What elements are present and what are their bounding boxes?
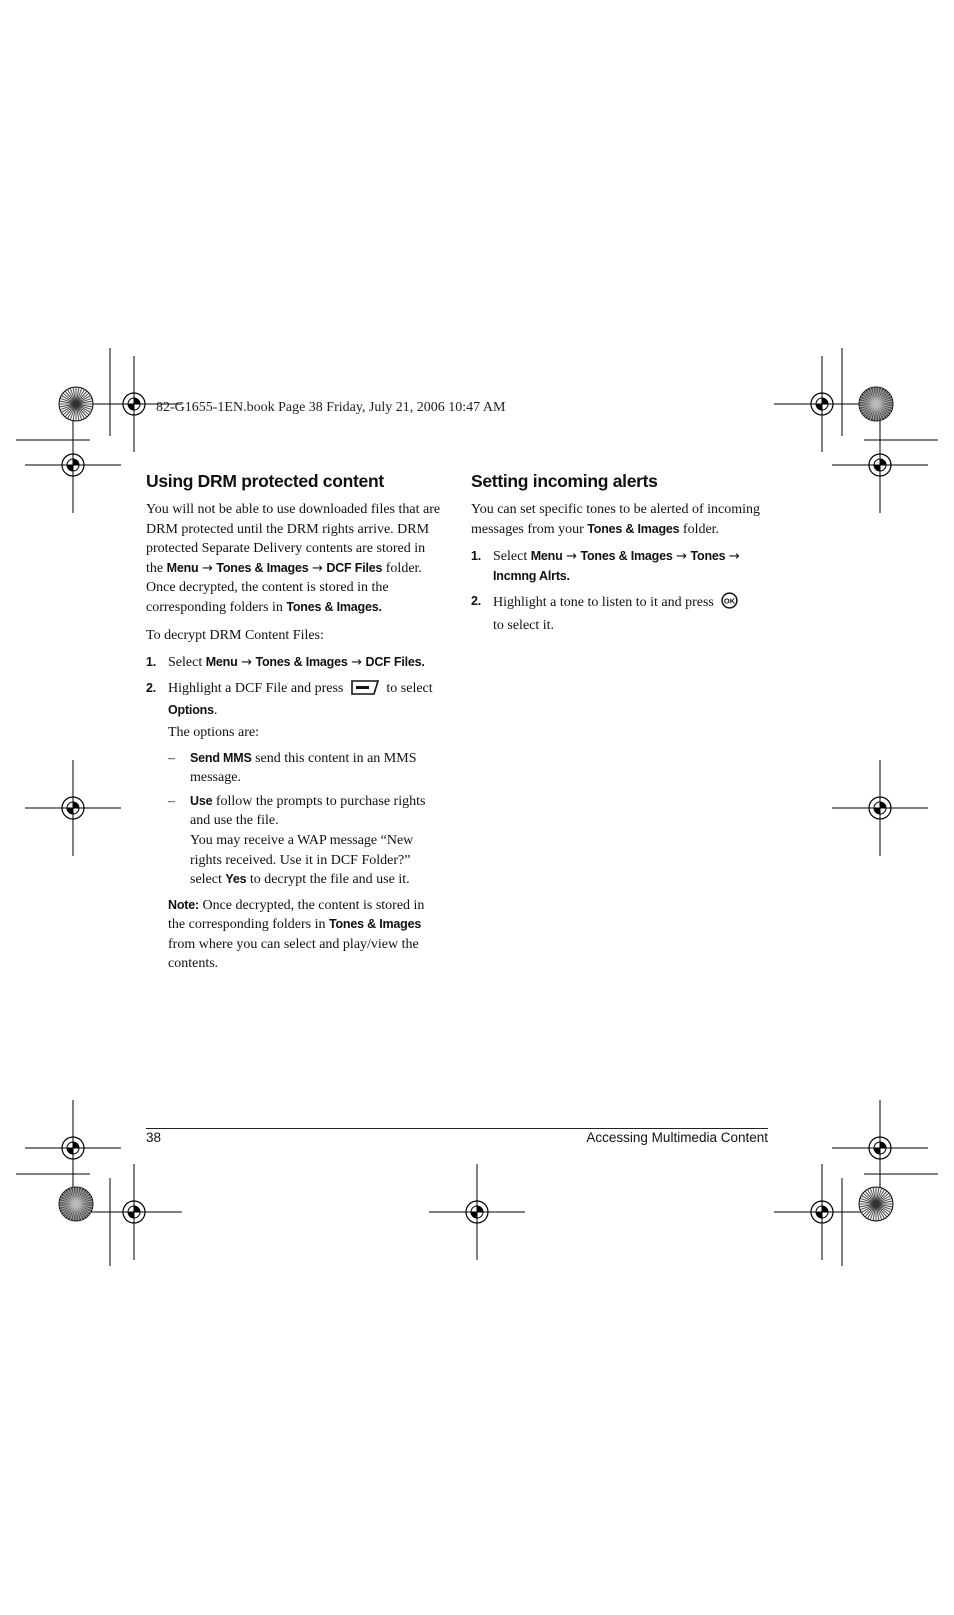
use-label: Use <box>190 793 213 808</box>
color-starburst-icon <box>59 1187 93 1221</box>
options-label: Options <box>168 703 214 718</box>
dcf-files-label: DCF Files. <box>365 655 425 670</box>
registration-mark-icon <box>774 356 870 452</box>
section-heading-alerts: Setting incoming alerts <box>471 471 658 491</box>
note-paragraph: Note: Once decrypted, the content is stored in the corresponding folders in Tones & Images from where you can select and play/view the contents. <box>168 897 425 972</box>
registration-mark-icon <box>25 760 121 856</box>
registration-mark-icon <box>774 1164 870 1260</box>
running-title: Accessing Multimedia Content <box>586 1130 768 1145</box>
send-mms-label: Send MMS <box>190 750 252 765</box>
alerts-intro-paragraph: You can set specific tones to be alerted of incoming messages from your Tones & Images folder. <box>471 502 761 537</box>
registration-mark-icon <box>832 417 928 513</box>
tones-images-label: Tones & Images <box>580 549 673 564</box>
drm-step-2: 2. Highlight a DCF File and press to select Options. The options are: – Send MMS send this content in an MMS message. – Use follow the prompts to purchase rights and use the file. You may receive a WAP message “New rights received. Use it in DCF Folder?” select Yes to decrypt the file and use it. Note: Once decrypted, the content is stored in the corresponding folders in Tones & Images from where you can select and play/view the contents. <box>146 679 442 974</box>
color-starburst-icon <box>59 387 93 421</box>
option-use: – Use follow the prompts to purchase rights and use the file. You may receive a WAP message “New rights received. Use it in DCF Folder?” select Yes to decrypt the file and use it. <box>168 793 426 888</box>
footer-rule <box>146 1128 768 1129</box>
color-starburst-icon <box>859 387 893 421</box>
tones-images-label: Tones & Images <box>587 521 680 536</box>
drm-intro-paragraph: You will not be able to use downloaded files that are DRM protected until the DRM rights arrive. DRM protected Separate Delivery contents are stored in the Menu → Tones & Images → DCF Files folder. Once decrypted, the content is stored in the corresponding folders in Tones & Images. <box>146 502 441 615</box>
dcf-files-label: DCF Files <box>326 560 383 575</box>
registration-mark-icon <box>86 1164 182 1260</box>
tones-images-label: Tones & Images <box>328 917 422 932</box>
alerts-step-2: 2. Highlight a tone to listen to it and press OK to select it. <box>471 592 771 635</box>
menu-label: Menu <box>530 549 563 564</box>
note-label: Note: <box>168 897 199 912</box>
left-softkey-icon <box>351 679 379 702</box>
registration-mark-icon <box>429 1164 525 1260</box>
alerts-step-1: 1. Select Menu → Tones & Images → Tones → Incmng Alrts. <box>471 549 740 583</box>
drm-step-1: 1. Select Menu → Tones & Images → DCF Files. <box>146 655 425 671</box>
registration-mark-icon <box>832 1100 928 1196</box>
menu-label: Menu <box>205 655 238 670</box>
registration-mark-icon <box>25 1100 121 1196</box>
option-send-mms: – Send MMS send this content in an MMS message. <box>168 750 417 786</box>
section-heading-drm: Using DRM protected content <box>146 471 384 491</box>
incmng-alrts-label: Incmng Alrts. <box>493 568 570 583</box>
left-column <box>146 470 442 980</box>
page-number: 38 <box>146 1130 162 1145</box>
yes-label: Yes <box>225 872 247 887</box>
tones-images-label: Tones & Images <box>255 655 348 670</box>
ok-key-icon <box>721 592 738 616</box>
decrypt-instructions-lead: To decrypt DRM Content Files: <box>146 627 324 643</box>
color-starburst-icon <box>859 1187 893 1221</box>
registration-mark-icon <box>25 417 121 513</box>
menu-label: Menu <box>166 560 199 575</box>
tones-images-label: Tones & Images <box>286 599 379 614</box>
tones-label: Tones <box>690 549 726 564</box>
file-header: 82-G1655-1EN.book Page 38 Friday, July 21, 2006 10:47 AM <box>156 400 506 415</box>
registration-mark-icon <box>832 760 928 856</box>
tones-images-label: Tones & Images <box>216 560 309 575</box>
svg-text:OK: OK <box>724 596 736 606</box>
options-lead: The options are: <box>168 724 259 740</box>
right-column <box>471 470 771 642</box>
